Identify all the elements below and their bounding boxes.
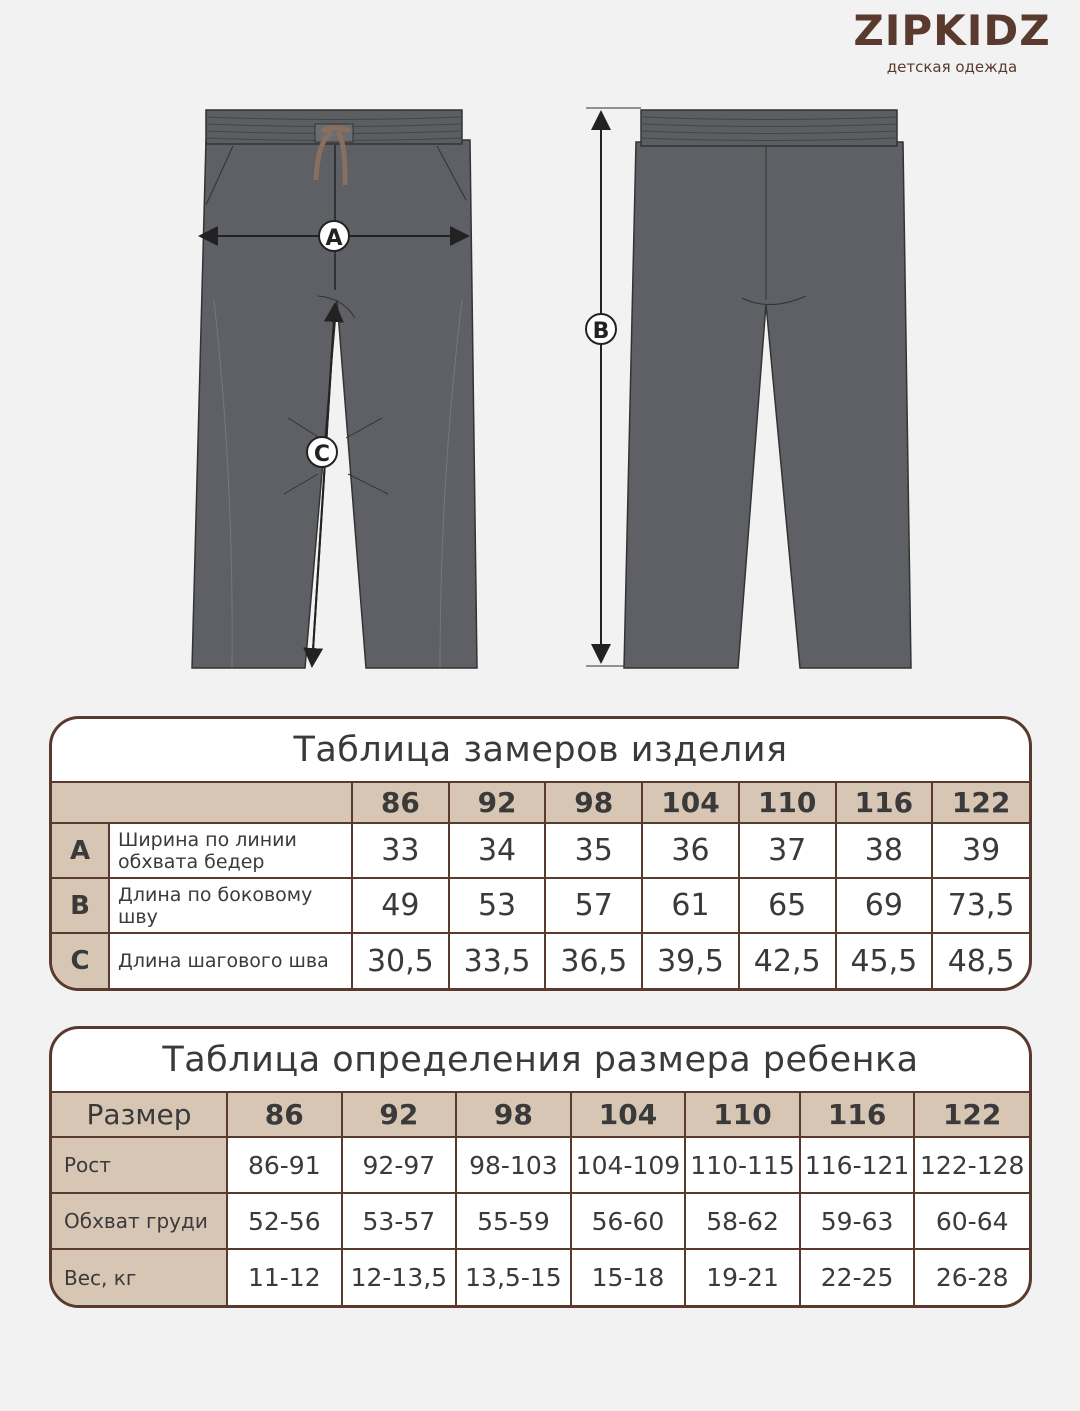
cell-value: 22-25 xyxy=(800,1249,915,1305)
measurements-corner xyxy=(52,783,352,823)
label-b: B xyxy=(592,319,610,344)
cell-value: 60-64 xyxy=(914,1193,1029,1249)
row-letter: A xyxy=(52,823,109,878)
label-c-badge xyxy=(307,437,337,467)
cell-value: 69 xyxy=(836,878,933,933)
size-header: 116 xyxy=(836,783,933,823)
pants-front xyxy=(192,110,477,668)
size-header: 110 xyxy=(685,1093,800,1137)
cell-value: 58-62 xyxy=(685,1193,800,1249)
label-b-badge xyxy=(586,314,616,344)
row-label: Ширина по линии обхвата бедер xyxy=(109,823,352,878)
brand-name: ZIPKIDZ xyxy=(853,6,1051,55)
cell-value: 34 xyxy=(449,823,546,878)
row-label: Длина шагового шва xyxy=(109,933,352,988)
cell-value: 49 xyxy=(352,878,449,933)
measurements-card xyxy=(49,716,1032,991)
cell-value: 36,5 xyxy=(545,933,642,988)
cell-value: 38 xyxy=(836,823,933,878)
size-header: 86 xyxy=(352,783,449,823)
cell-value: 55-59 xyxy=(456,1193,571,1249)
size-header: 122 xyxy=(914,1093,1029,1137)
table-row xyxy=(52,823,1029,878)
size-header-label: Размер xyxy=(52,1093,227,1137)
cell-value: 37 xyxy=(739,823,836,878)
row-label: Обхват груди xyxy=(52,1193,227,1249)
size-header: 92 xyxy=(449,783,546,823)
cell-value: 42,5 xyxy=(739,933,836,988)
pants-back xyxy=(586,108,911,668)
size-card xyxy=(49,1026,1032,1308)
cell-value: 61 xyxy=(642,878,739,933)
cell-value: 65 xyxy=(739,878,836,933)
cell-value: 59-63 xyxy=(800,1193,915,1249)
size-header: 110 xyxy=(739,783,836,823)
row-letter: B xyxy=(52,878,109,933)
size-header: 122 xyxy=(932,783,1029,823)
size-header: 104 xyxy=(642,783,739,823)
table-row xyxy=(52,933,1029,988)
size-header: 116 xyxy=(800,1093,915,1137)
table-row xyxy=(52,878,1029,933)
brand-tagline: детская одежда xyxy=(886,58,1018,76)
cell-value: 39,5 xyxy=(642,933,739,988)
measurements-title: Таблица замеров изделия xyxy=(52,719,1029,783)
size-header: 86 xyxy=(227,1093,342,1137)
cell-value: 45,5 xyxy=(836,933,933,988)
label-a-badge xyxy=(319,221,349,251)
row-label: Длина по боковому шву xyxy=(109,878,352,933)
cell-value: 11-12 xyxy=(227,1249,342,1305)
table-row xyxy=(52,1249,1029,1305)
cell-value: 52-56 xyxy=(227,1193,342,1249)
cell-value: 116-121 xyxy=(800,1137,915,1193)
cell-value: 13,5-15 xyxy=(456,1249,571,1305)
size-header-row xyxy=(52,1093,1029,1137)
row-letter: C xyxy=(52,933,109,988)
cell-value: 57 xyxy=(545,878,642,933)
size-title: Таблица определения размера ребенка xyxy=(52,1029,1029,1093)
measurements-table xyxy=(52,783,1029,988)
cell-value: 36 xyxy=(642,823,739,878)
label-c: C xyxy=(313,442,331,467)
row-label: Вес, кг xyxy=(52,1249,227,1305)
cell-value: 53 xyxy=(449,878,546,933)
cell-value: 56-60 xyxy=(571,1193,686,1249)
table-row xyxy=(52,1137,1029,1193)
cell-value: 73,5 xyxy=(932,878,1029,933)
cell-value: 86-91 xyxy=(227,1137,342,1193)
cell-value: 35 xyxy=(545,823,642,878)
cell-value: 33 xyxy=(352,823,449,878)
cell-value: 12-13,5 xyxy=(342,1249,457,1305)
label-a: A xyxy=(325,226,343,251)
row-label: Рост xyxy=(52,1137,227,1193)
size-header: 98 xyxy=(545,783,642,823)
size-header: 104 xyxy=(571,1093,686,1137)
cell-value: 19-21 xyxy=(685,1249,800,1305)
cell-value: 98-103 xyxy=(456,1137,571,1193)
cell-value: 33,5 xyxy=(449,933,546,988)
cell-value: 48,5 xyxy=(932,933,1029,988)
pants-diagram xyxy=(0,95,1080,685)
cell-value: 92-97 xyxy=(342,1137,457,1193)
cell-value: 122-128 xyxy=(914,1137,1029,1193)
cell-value: 26-28 xyxy=(914,1249,1029,1305)
cell-value: 110-115 xyxy=(685,1137,800,1193)
size-header: 98 xyxy=(456,1093,571,1137)
cell-value: 30,5 xyxy=(352,933,449,988)
table-row xyxy=(52,1193,1029,1249)
brand-logo xyxy=(852,8,1052,76)
cell-value: 104-109 xyxy=(571,1137,686,1193)
size-header: 92 xyxy=(342,1093,457,1137)
measurements-header-row xyxy=(52,783,1029,823)
size-table xyxy=(52,1093,1029,1305)
cell-value: 15-18 xyxy=(571,1249,686,1305)
cell-value: 53-57 xyxy=(342,1193,457,1249)
cell-value: 39 xyxy=(932,823,1029,878)
